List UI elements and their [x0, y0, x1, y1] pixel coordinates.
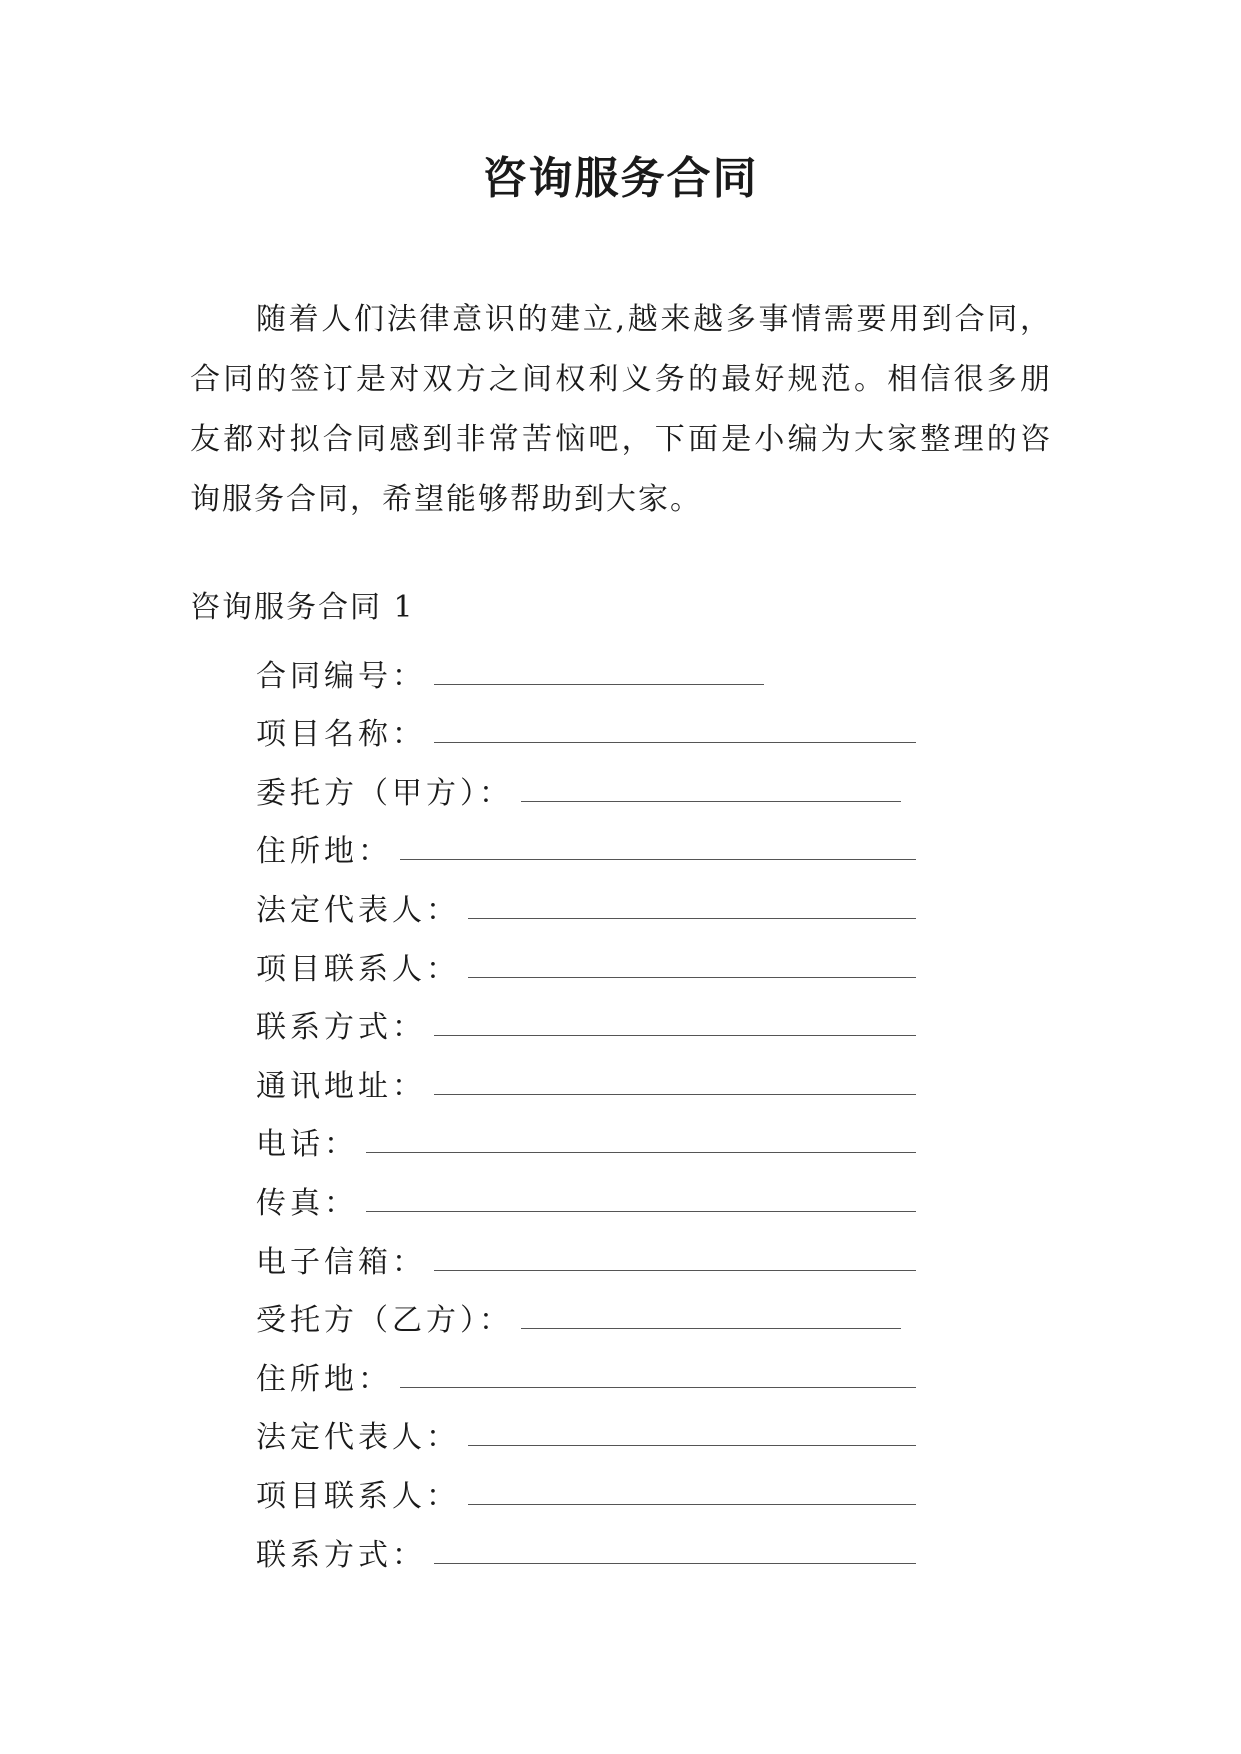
field-project-contact-b: [256, 1456, 916, 1515]
field-label: 通讯地址：: [256, 1068, 426, 1104]
field-mailing-address-a: [256, 1046, 916, 1105]
field-address-a: [256, 812, 916, 871]
field-label: 联系方式：: [256, 1010, 426, 1046]
fill-in-blank: [434, 1094, 916, 1095]
field-client-party-a: [256, 753, 916, 812]
field-label: 项目名称：: [256, 717, 426, 753]
contract-fields: [256, 636, 916, 1574]
intro-paragraph: 随着人们法律意识的建立,越来越多事情需要用到合同，合同的签订是对双方之间权利义务的最好规范。相信很多朋友都对拟合同感到非常苦恼吧，下面是小编为大家整理的咨询服务合同，希望能够帮助到大家。: [190, 302, 1052, 517]
field-contractor-party-b: [256, 1281, 916, 1340]
field-label: 项目联系人：: [256, 951, 460, 987]
fill-in-blank: [434, 1270, 916, 1271]
field-label: 项目联系人：: [256, 1478, 460, 1514]
field-email-a: [256, 1222, 916, 1281]
fill-in-blank: [468, 918, 916, 919]
fill-in-blank: [434, 1563, 916, 1564]
fill-in-blank: [400, 859, 916, 860]
fill-in-blank: [521, 1328, 901, 1329]
fill-in-blank: [434, 742, 916, 743]
field-label: 电子信箱：: [256, 1244, 426, 1280]
field-contract-number: [256, 636, 916, 695]
fill-in-blank: [434, 684, 764, 685]
fill-in-blank: [468, 1504, 916, 1505]
field-label: 法定代表人：: [256, 1420, 460, 1456]
field-project-name: [256, 695, 916, 754]
fill-in-blank: [366, 1152, 916, 1153]
field-legal-rep-b: [256, 1398, 916, 1457]
field-label: 委托方（甲方）：: [256, 775, 513, 811]
field-label: 住所地：: [256, 1361, 392, 1397]
fill-in-blank: [468, 977, 916, 978]
field-contact-method-b: [256, 1515, 916, 1574]
fill-in-blank: [521, 801, 901, 802]
document-title: 咨询服务合同: [482, 153, 759, 204]
field-label: 联系方式：: [256, 1537, 426, 1573]
field-legal-rep-a: [256, 870, 916, 929]
field-fax-a: [256, 1163, 916, 1222]
section-title: 咨询服务合同 1: [190, 590, 415, 625]
field-label: 住所地：: [256, 834, 392, 870]
fill-in-blank: [468, 1445, 916, 1446]
field-project-contact-a: [256, 929, 916, 988]
field-address-b: [256, 1339, 916, 1398]
field-label: 合同编号：: [256, 658, 426, 694]
field-label: 法定代表人：: [256, 892, 460, 928]
fill-in-blank: [366, 1211, 916, 1212]
field-label: 传真：: [256, 1185, 358, 1221]
field-phone-a: [256, 1105, 916, 1164]
fill-in-blank: [400, 1387, 916, 1388]
field-label: 受托方（乙方）：: [256, 1303, 513, 1339]
field-contact-method-a: [256, 988, 916, 1047]
field-label: 电话：: [256, 1127, 358, 1163]
fill-in-blank: [434, 1035, 916, 1036]
